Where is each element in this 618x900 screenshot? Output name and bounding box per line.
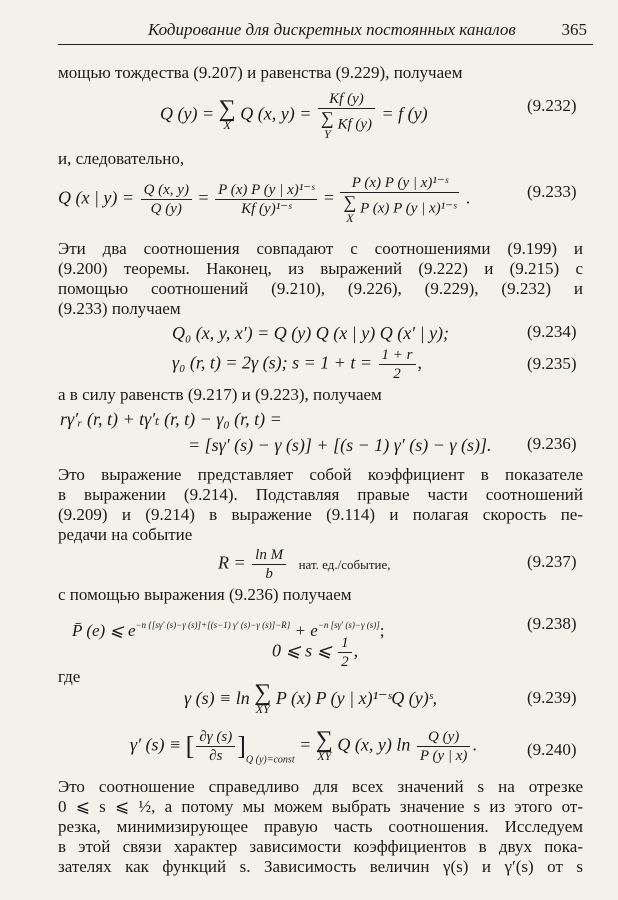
fraction: $\frac{\text{P (x) P (y | x)¹⁻ˢ}}{\text{Kf (y)¹⁻ˢ}}$	[215, 181, 317, 218]
text-line: где	[58, 667, 81, 686]
header-title: Кодирование для дискретных постоянных каналов	[148, 20, 516, 39]
equation-9-240: γ′ (s) ≡ [ $\frac{\partial\gamma (s)}{\partial s}$ ]$_{Q (y)=const}$ = ∑ XY Q (x, y) ln $\frac{Q (y)}{P (y | x)}$ .	[130, 726, 477, 766]
eq-part: γ′ (s) ≡	[130, 734, 182, 755]
text-line: резка, минимизирующее правую часть соотношения. Исследуем	[58, 817, 583, 836]
eq-part: =	[299, 734, 316, 755]
eq-part: Q (x, y) =	[240, 103, 312, 124]
eq-part: Q (x, y) ln	[337, 734, 411, 755]
equation-9-238: P̄ (e) ⩽ $e^{-n \{[s\gamma' (s)-\gamma (s)]+[(s-1) \gamma' (s)-\gamma (s)]-R\}} + e^{-n [s\gamma' (s)-\gamma (s)]}$;	[72, 620, 385, 640]
fraction: Kf (y) ∑ Y Kf (y)	[318, 90, 375, 141]
eq-part: γ₀ (r, t) = 2γ (s); s = 1 + t =	[172, 352, 373, 373]
equation-number: (9.233)	[527, 182, 577, 201]
text-line: (9.233) получаем	[58, 299, 181, 318]
text-line: и, следовательно,	[58, 149, 185, 168]
text-line: (9.200) теоремы. Наконец, из выражений (9.222) и (9.215) с	[58, 259, 583, 278]
equation-number: (9.235)	[527, 354, 577, 373]
text-line: мощью тождества (9.207) и равенства (9.229), получаем	[58, 63, 463, 82]
eq-part: = f (y)	[381, 103, 428, 124]
equation-number: (9.232)	[527, 96, 577, 115]
equation-9-239	[184, 680, 438, 716]
fraction: $\frac{\text{ln M}}{b}$	[252, 546, 286, 583]
equation-9-234: Q₀ (x, y, x′) = Q (y) Q (x | y) Q (x′ | y);	[172, 323, 450, 343]
eq-part: P (x) P (y | x)¹⁻ˢQ (y)ˢ,	[275, 688, 438, 709]
running-header	[58, 14, 593, 45]
eq-part: R =	[218, 552, 246, 573]
eq-part: Q (y) =	[160, 103, 215, 124]
eq-part: Q (x | y) =	[58, 187, 135, 208]
equation-9-237	[218, 546, 391, 583]
equation-number: (9.234)	[527, 322, 577, 341]
eq-part: P̄ (e) ⩽ e	[72, 621, 136, 640]
equation-9-233: Q (x | y) = $\frac{Q (x, y)}{Q (y)}$ = $\frac{\text{P (x) P (y | x)¹⁻ˢ}}{\text{Kf (y)¹⁻ˢ}}$ = P (x) P (y | x)¹⁻ˢ ∑ X P (x) P (y | x)¹⁻ˢ .	[58, 175, 471, 225]
sum-symbol: ∑ XY	[315, 726, 333, 763]
fraction: $\frac{Q (x, y)}{Q (y)}$	[141, 181, 192, 218]
sum-symbol: ∑ XY	[254, 680, 272, 716]
equation-number: (9.239)	[527, 688, 577, 707]
text-line: а в силу равенств (9.217) и (9.223), получаем	[58, 385, 382, 404]
subscript: Q (y)=const	[245, 754, 295, 766]
equation-number: (9.236)	[527, 434, 577, 453]
sum-symbol: ∑ X	[218, 95, 236, 132]
eq-part: γ (s) ≡ ln	[184, 688, 250, 709]
text-line: Эти два соотношения совпадают с соотношениями (9.199) и	[58, 239, 583, 258]
equation-9-235: γ₀ (r, t) = 2γ (s); s = 1 + t = $\frac{1 + r}{2}$ ,	[172, 347, 422, 382]
fraction: $\frac{1}{2}$	[338, 634, 352, 671]
page-number: 365	[561, 20, 587, 39]
text-line: в этой связи характер зависимости коэффициентов в двух пока-	[58, 837, 583, 856]
eq-part: 0 ⩽ s ⩽	[272, 640, 332, 661]
text-line: 0 ⩽ s ⩽ ½, а потому мы можем выбрать значение s из этого от-	[58, 797, 583, 816]
fraction: $\frac{Q (y)}{P (y | x)}$	[417, 728, 471, 765]
text-line: редачи на событие	[58, 525, 193, 544]
fraction: $\frac{\partial\gamma (s)}{\partial s}$	[196, 728, 235, 765]
exponent: −n [sγ′ (s)−γ (s)]	[317, 620, 380, 630]
text-line: Это выражение представляет собой коэффициент в показателе	[58, 465, 583, 484]
text-line: с помощью выражения (9.236) получаем	[58, 585, 352, 604]
equation-9-236-line2: = [sγ′ (s) − γ (s)] + [(s − 1) γ′ (s) − γ (s)].	[188, 435, 492, 455]
text-line: Это соотношение справедливо для всех значений s на отрезке	[58, 777, 583, 796]
text-line: в выражении (9.214). Подставляя правые части соотношений	[58, 485, 583, 504]
equation-number: (9.237)	[527, 552, 577, 571]
equation-number: (9.238)	[527, 614, 577, 633]
equation-number: (9.240)	[527, 740, 577, 759]
text-line: зателях как функций s. Зависимость величин γ(s) и γ′(s) от s	[58, 857, 583, 876]
equation-9-236-line1: rγ′ᵣ (r, t) + tγ′ₜ (r, t) − γ₀ (r, t) =	[60, 409, 282, 429]
text-line: помощью соотношений (9.210), (9.226), (9.229), (9.232) и	[58, 279, 583, 298]
equation-9-232	[160, 90, 428, 141]
text-line: (9.209) и (9.214) в выражение (9.114) и полагая скорость пе-	[58, 505, 583, 524]
unit-label: нат. ед./событие,	[298, 556, 391, 572]
exponent: −n {[sγ′ (s)−γ (s)]+[(s−1) γ′ (s)−γ (s)]−R}	[135, 620, 291, 630]
equation-9-238-condition: 0 ⩽ s ⩽ $\frac{1}{2}$ ,	[272, 635, 359, 670]
fraction: P (x) P (y | x)¹⁻ˢ ∑ X P (x) P (y | x)¹⁻ˢ	[340, 174, 459, 225]
fraction: $\frac{1 + r}{2}$	[379, 346, 416, 383]
eq-part: + e	[294, 621, 318, 640]
